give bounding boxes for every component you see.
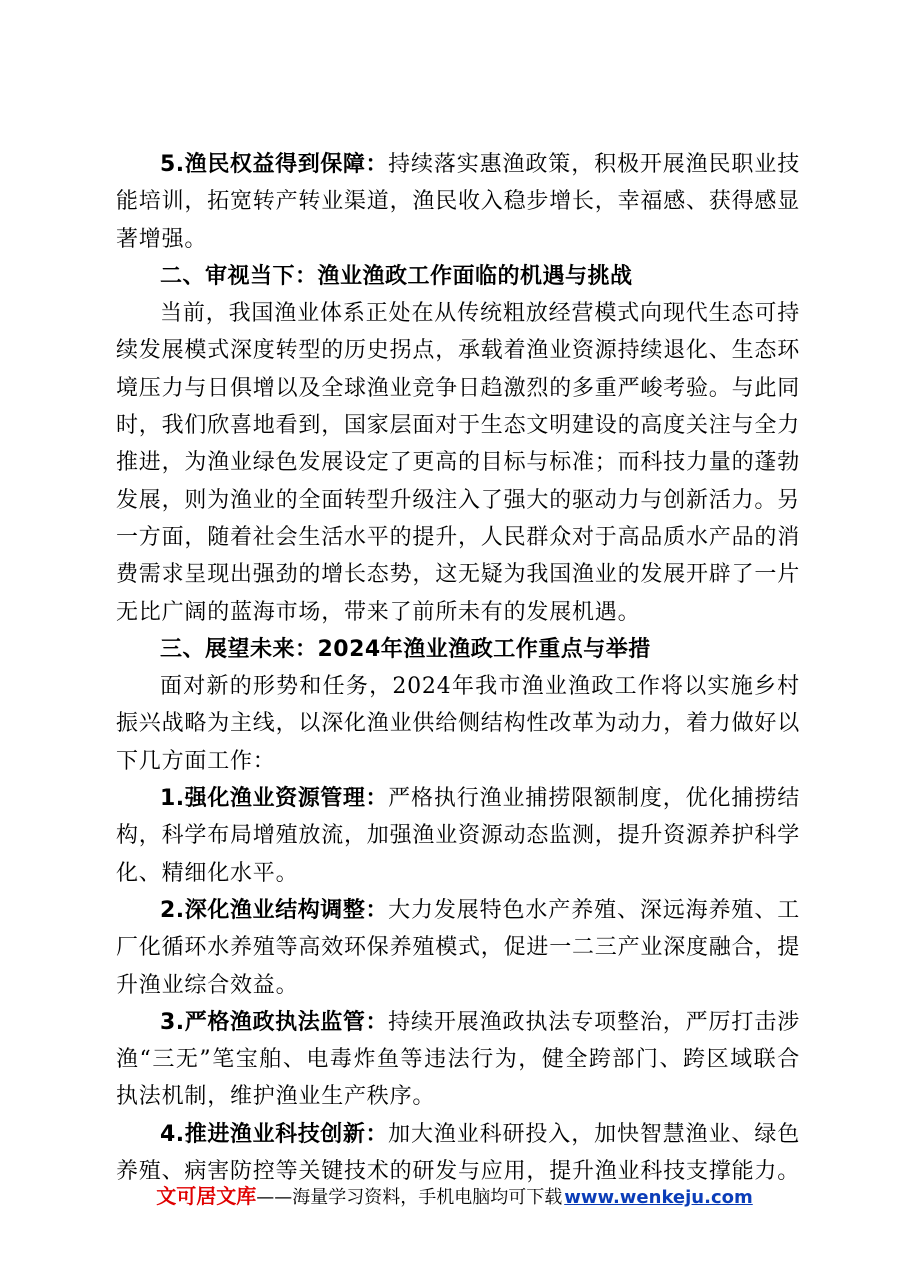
list-item-resource-management	[116, 780, 800, 892]
footer-slogan: 海量学习资料，手机电脑均可下载	[292, 1187, 563, 1208]
footer-website-link[interactable]: www.wenkeju.com	[564, 1187, 753, 1208]
paragraph-fishermen-rights	[116, 146, 800, 258]
footer-brand: 文可居文库	[156, 1184, 257, 1208]
paragraph-text: 持续开展渔政执法专项整治，严厉打击涉渔“三无”笔宝舶、电毒炸鱼等违法行为，健全跨部门、跨区域联合执法机制，维护渔业生产秩序。	[116, 1009, 801, 1110]
list-item-law-enforcement	[116, 1004, 800, 1116]
document-body	[116, 146, 800, 1190]
paragraph-text: 严格执行渔业捕捞限额制度，优化捕捞结构，科学布局增殖放流，加强渔业资源动态监测，提升资源养护科学化、精细化水平。	[116, 786, 801, 886]
paragraph-text: 加大渔业科研投入，加快智慧渔业、绿色养殖、病害防控等关键技术的研发与应用，提升渔业科技支撑能力。	[116, 1121, 801, 1185]
paragraph-lead: 3.严格渔政执法监管：	[160, 1009, 389, 1035]
paragraph-lead: 2.深化渔业结构调整：	[160, 897, 389, 923]
paragraph-lead: 5.渔民权益得到保障：	[160, 152, 389, 177]
paragraph-text: 面对新的形势和任务，2024年我市渔业渔政工作将以实施乡村振兴战略为主线，以深化渔业供给侧结构性改革为动力，着力做好以下几方面工作：	[116, 674, 801, 774]
paragraph-lead: 1.强化渔业资源管理：	[160, 786, 389, 812]
paragraph-text: 持续落实惠渔政策，积极开展渔民职业技能培训，拓宽转产转业渠道，渔民收入稳步增长，幸福感、获得感显著增强。	[116, 152, 801, 252]
paragraph-text: 当前，我国渔业体系正处在从传统粗放经营模式向现代生态可持续发展模式深度转型的历史拐点，承载着渔业资源持续退化、生态环境压力与日俱增以及全球渔业竞争日趋激烈的多重严峻考验。与此同时，我们欣喜地看到，国家层面对于生态文明建设的高度关注与全力推进，为渔业绿色发展设定了更高的目标与标准；而科技力量的蓬勃发展，则为渔业的全面转型升级注入了强大的驱动力与创新活力。另一方面，随着社会生活水平的提升，人民群众对于高品质水产品的消费需求呈现出强劲的增长态势，这无疑为我国渔业的发展开辟了一片无比广阔的蓝海市场，带来了前所未有的发展机遇。	[116, 301, 801, 625]
list-item-structure-adjustment	[116, 892, 800, 1004]
paragraph-present	[116, 295, 800, 631]
paragraph-text: 大力发展特色水产养殖、深远海养殖、工厂化循环水养殖等高效环保养殖模式，促进一二三产业深度融合，提升渔业综合效益。	[116, 897, 801, 998]
paragraph-future	[116, 668, 800, 780]
section-heading-present: 二、审视当下：渔业渔政工作面临的机遇与挑战	[160, 263, 633, 289]
paragraph-lead: 4.推进渔业科技创新：	[160, 1121, 389, 1147]
page-footer	[0, 1180, 909, 1209]
footer-dash: ——	[256, 1187, 293, 1208]
section-heading-future: 三、展望未来：2024年渔业渔政工作重点与举措	[160, 636, 651, 662]
